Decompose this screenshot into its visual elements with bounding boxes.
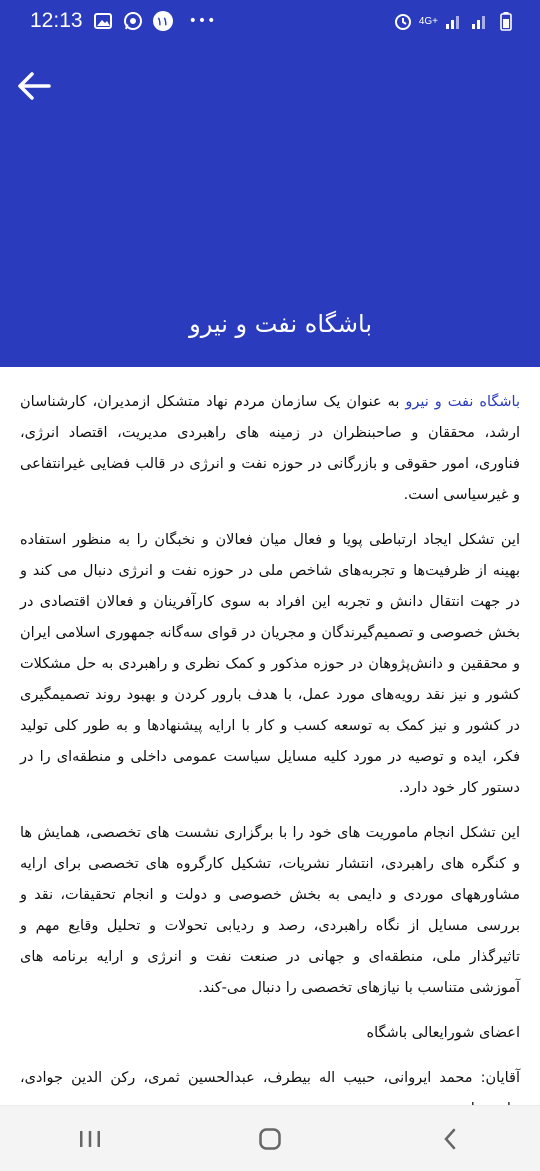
page-title: باشگاه نفت و نیرو [189,310,372,338]
more-notifications-icon: ••• [188,13,217,29]
home-button[interactable] [230,1114,310,1164]
arrow-left-icon [17,71,51,101]
status-right [393,11,516,31]
status-time: 12:13 [30,9,83,32]
paragraph-1-text: به عنوان یک سازمان مردم نهاد متشکل ازمدیران، کارشناسان ارشد، محققان و صاحبنظران در زمینه های راهبردی مدیریت، اقتصاد انرژی، فناوری، امور حقوقی و بازرگانی در حوزه نفت و انرژی در قالب فضایی غیرانتفاعی و غیرسیاسی است. [20,394,520,503]
home-icon [258,1127,282,1151]
article-paragraph-1 [20,387,520,511]
nav-back-button[interactable] [410,1114,490,1164]
network-type-label: 4G+ [418,15,438,27]
alarm-icon [393,11,413,31]
status-bar [0,0,540,42]
whatsapp-icon [123,11,143,31]
recent-apps-button[interactable] [50,1114,130,1164]
article-paragraph-2: این تشکل ایجاد ارتباطی پویا و فعال میان فعالان و نخبگان را به منظور استفاده بهینه از ظرفیت‌ها و تجربه‌های شاخص ملی در حوزه نفت و انرژی دنبال می کند و در جهت انتقال دانش و تجربه این افراد به سوی کارآفرینان و فعالان اقتصادی در بخش خصوصی و تصمیم‌گیرندگان و مجریان در قوای سه‌گانه جمهوری اسلامی ایران و محققین و دانش‌پژوهان در حوزه مذکور و کمک نظری و راهبردی به حل مشکلات کشور و نیز نقد رویه‌های مورد عمل، با هدف بارور کردن و بهبود روند تصمیمگیری در کشور و نیز کمک به توسعه کسب و کار با ارایه پیشنهادها و به طور کلی تولید فکر، ایده و توصیه در مورد کلیه مسایل سیاست عمومی داخلی و منطقه‌ای را در دستور کار خود دارد. [20,532,520,796]
signal-icon [444,11,464,31]
intro-link[interactable]: باشگاه نفت و نیرو [405,394,520,410]
status-left [30,9,216,33]
back-button[interactable] [14,66,54,106]
section-title: اعضای شورایعالی باشگاه [366,1025,520,1041]
chevron-back-icon [442,1127,458,1151]
article-paragraph-4: آقایان: محمد ایروانی، حبیب اله بیطرف، عبدالحسین ثمری، رکن الدین جوادی، [20,1070,520,1086]
recent-apps-icon [78,1129,102,1149]
battery-icon [496,11,516,31]
system-nav-bar [0,1105,540,1171]
article-paragraph-3: این تشکل انجام ماموریت های خود را با برگزاری نشست های تخصصی، همایش ها و کنگره های راهبردی، انتشار نشریات، تشکیل کارگروه های تخصصی برای ارایه مشاورههای موردی و دایمی به بخش خصوصی و دولت و انجام تحقیقات، نقد و بررسی مسایل از نگاه راهبردی، رصد و ردیابی تحولات و تحلیل وقایع مهم و تاثیرگذار ملی، منطقه‌ای و جهانی در صنعت نفت و انرژی و ارایه برنامه های آموزشی متناسب با نیازهای تخصصی را دنبال می-کند. [20,825,520,996]
signal-2-icon [470,11,490,31]
app-header [0,0,540,367]
article-content[interactable] [0,367,540,1105]
notification-badge-icon: ۱۱ [153,11,173,31]
gallery-icon [93,11,113,31]
